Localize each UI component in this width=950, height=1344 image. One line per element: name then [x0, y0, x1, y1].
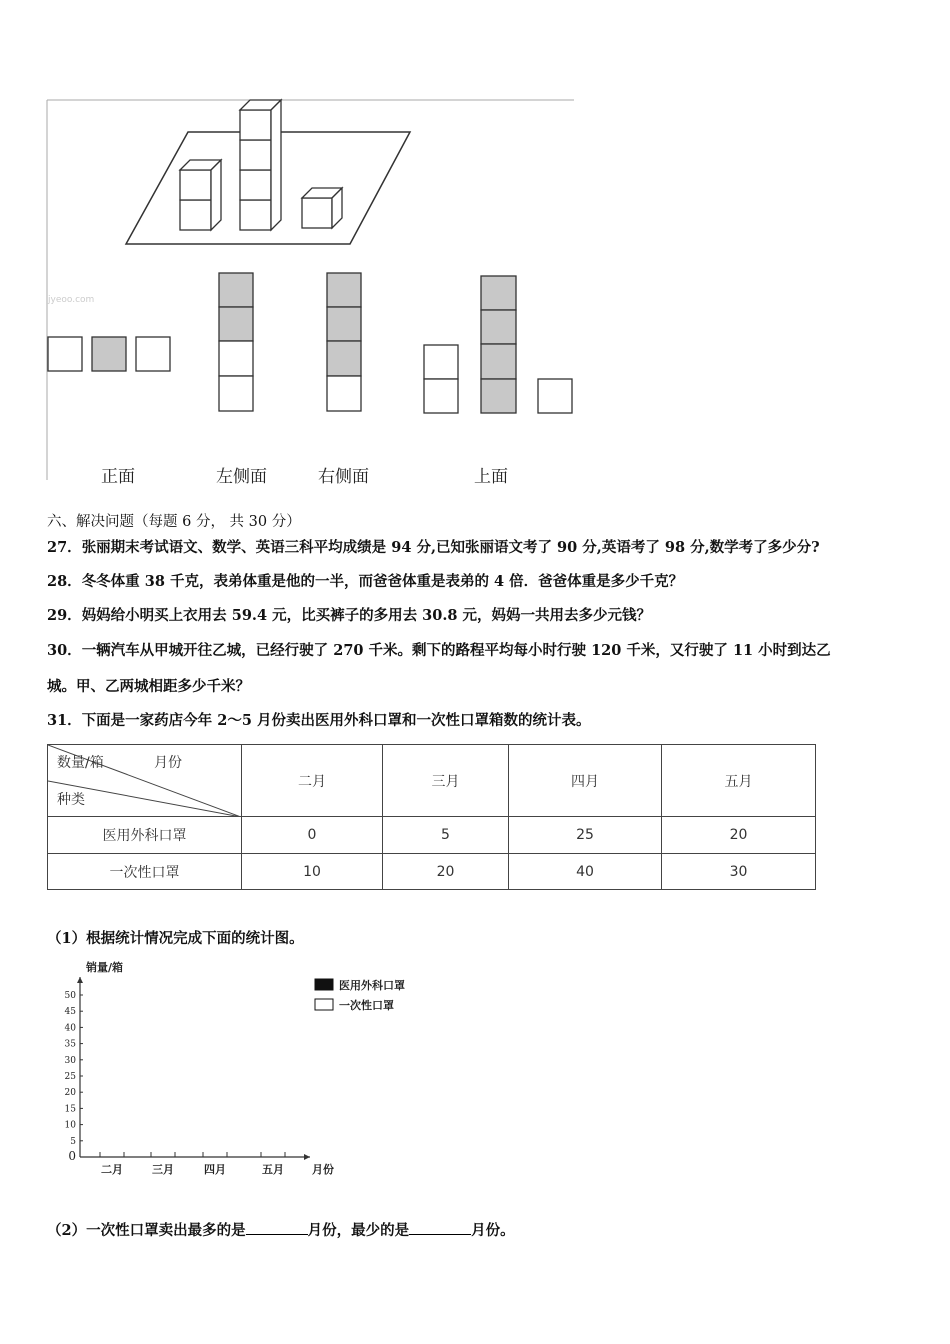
row-name: 一次性口罩	[48, 854, 242, 890]
x-tick-label: 五月	[262, 1163, 284, 1176]
cell-value: 0	[242, 817, 383, 854]
table-header-month: 四月	[509, 745, 662, 817]
y-tick-label: 30	[64, 1055, 76, 1066]
question-text: 张丽期末考试语文、数学、英语三科平均成绩是 94 分,已知张丽语文考了 90 分,英语考了 98 分,数学考了多少分?	[81, 539, 820, 556]
view-label-top: 上面	[474, 467, 508, 487]
y-tick-label: 35	[64, 1039, 76, 1050]
view-left-side	[219, 273, 253, 411]
corner-label-category: 种类	[57, 792, 85, 808]
corner-label-quantity: 数量/箱	[57, 755, 104, 771]
x-axis-arrow	[304, 1154, 310, 1160]
x-tick-label: 二月	[101, 1163, 123, 1176]
question-text: 妈妈给小明买上衣用去 59.4 元，比买裤子的多用去 30.8 元，妈妈一共用去多少元钱？	[81, 607, 652, 624]
cube-stack-right	[302, 188, 342, 228]
question-27	[47, 536, 820, 557]
legend-label: 医用外科口罩	[339, 979, 405, 992]
question-30	[47, 639, 831, 660]
question-30-continued: 城。甲、乙两城相距多少千米？	[47, 678, 250, 695]
question-31	[47, 709, 590, 730]
view-front	[48, 337, 170, 371]
y-tick-label: 5	[70, 1136, 76, 1147]
y-tick-label: 25	[64, 1072, 76, 1082]
x-tick-label: 三月	[152, 1163, 174, 1176]
y-tick-label: 20	[64, 1088, 76, 1099]
question-number: 31．	[47, 712, 82, 729]
question-number: 27．	[47, 539, 82, 556]
answer-blank-least[interactable]	[409, 1220, 471, 1235]
cube-stack-left	[180, 160, 221, 230]
cell-value: 10	[242, 854, 383, 890]
sub2-suffix: 月份。	[471, 1222, 515, 1239]
legend-label: 一次性口罩	[339, 999, 394, 1012]
y-tick-label: 15	[64, 1104, 76, 1115]
table-row	[48, 817, 816, 854]
y-tick-label: 10	[64, 1120, 76, 1131]
table-row	[48, 854, 816, 890]
y-axis-label: 销量/箱	[86, 961, 124, 974]
cube-views-figure	[0, 90, 600, 490]
row-name: 医用外科口罩	[48, 817, 242, 854]
cell-value: 40	[509, 854, 662, 890]
y-tick-label: 0	[68, 1149, 76, 1163]
view-right-side	[327, 273, 361, 411]
x-tick-label: 四月	[204, 1163, 226, 1176]
legend-swatch-disposable	[315, 999, 333, 1010]
view-label-front: 正面	[101, 467, 135, 487]
legend-swatch-surgical	[315, 979, 333, 990]
watermark: jyeoo.com	[48, 295, 95, 305]
table-header-month: 二月	[242, 745, 383, 817]
table-corner-cell	[48, 745, 242, 817]
bar-chart	[50, 955, 430, 1185]
cell-value: 20	[383, 854, 509, 890]
cube-stack-middle	[240, 100, 281, 230]
cell-value: 30	[662, 854, 816, 890]
sub-question-2	[47, 1219, 515, 1240]
view-label-right: 右侧面	[318, 467, 369, 487]
answer-blank-most[interactable]	[246, 1220, 308, 1235]
table-header-month: 三月	[383, 745, 509, 817]
question-number: 28．	[47, 573, 82, 590]
question-number: 30．	[47, 642, 82, 659]
sub-question-1: （1）根据统计情况完成下面的统计图。	[47, 930, 304, 947]
question-text: 下面是一家药店今年 2～5 月份卖出医用外科口罩和一次性口罩箱数的统计表。	[81, 712, 591, 729]
stat-table	[47, 744, 816, 890]
question-28	[47, 570, 683, 591]
table-header-month: 五月	[662, 745, 816, 817]
x-axis-label: 月份	[312, 1163, 334, 1176]
cell-value: 20	[662, 817, 816, 854]
question-29	[47, 604, 651, 625]
view-label-left: 左侧面	[216, 467, 267, 487]
question-text: 一辆汽车从甲城开往乙城，已经行驶了 270 千米。剩下的路程平均每小时行驶 120 千米，又行驶了 11 小时到达乙	[81, 642, 831, 659]
y-tick-label: 40	[64, 1023, 76, 1034]
y-tick-label: 45	[64, 1007, 76, 1018]
view-top	[424, 276, 572, 413]
y-axis-arrow	[77, 977, 83, 983]
question-text: 冬冬体重 38 千克，表弟体重是他的一半，而爸爸体重是表弟的 4 倍．爸爸体重是多少千克？	[81, 573, 684, 590]
section-title: 六、解决问题（每题 6 分， 共 30 分）	[47, 514, 301, 530]
cell-value: 25	[509, 817, 662, 854]
sub2-middle: 月份，最少的是	[307, 1222, 410, 1239]
cell-value: 5	[383, 817, 509, 854]
question-number: 29．	[47, 607, 82, 624]
y-tick-label: 50	[64, 991, 76, 1001]
corner-label-month: 月份	[154, 755, 182, 771]
sub2-prefix: （2）一次性口罩卖出最多的是	[47, 1222, 246, 1239]
